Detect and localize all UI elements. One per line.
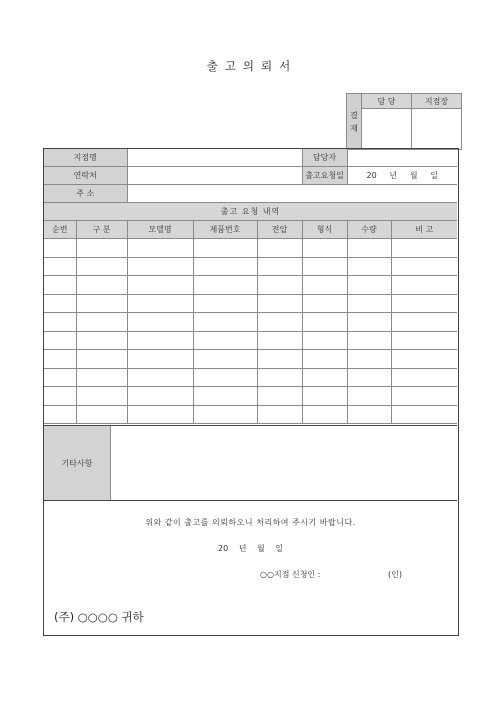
applicant-label: ○○지점 신청인 :: [260, 570, 321, 579]
item-cell[interactable]: [391, 276, 457, 295]
item-cell[interactable]: [44, 313, 76, 332]
item-cell[interactable]: [127, 331, 193, 350]
item-cell[interactable]: [257, 331, 302, 350]
item-cell[interactable]: [44, 387, 76, 406]
item-cell[interactable]: [347, 350, 391, 369]
col-header-type: 형식: [302, 221, 347, 239]
approval-sign-staff[interactable]: [362, 109, 412, 150]
item-cell[interactable]: [302, 405, 347, 424]
request-date-label: 출고요청일: [302, 167, 347, 185]
item-cell[interactable]: [391, 405, 457, 424]
col-header-seq: 순번: [44, 221, 76, 239]
item-cell[interactable]: [44, 350, 76, 369]
item-cell[interactable]: [193, 239, 257, 258]
manager-field[interactable]: [347, 149, 457, 167]
item-cell[interactable]: [302, 331, 347, 350]
item-cell[interactable]: [76, 257, 127, 276]
col-header-serial: 제품번호: [193, 221, 257, 239]
item-cell[interactable]: [257, 368, 302, 387]
item-cell[interactable]: [127, 405, 193, 424]
item-cell[interactable]: [193, 350, 257, 369]
item-cell[interactable]: [391, 294, 457, 313]
item-cell[interactable]: [127, 368, 193, 387]
item-cell[interactable]: [257, 257, 302, 276]
item-cell[interactable]: [76, 368, 127, 387]
col-header-quantity: 수량: [347, 221, 391, 239]
request-date-field[interactable]: 20 년 월 일: [347, 167, 457, 185]
item-row: [44, 239, 457, 258]
address-field[interactable]: [127, 185, 457, 203]
item-row: [44, 294, 457, 313]
manager-label: 담당자: [302, 149, 347, 167]
item-row: [44, 405, 457, 424]
item-cell[interactable]: [193, 368, 257, 387]
approval-col-staff: 담 당: [362, 94, 412, 109]
item-cell[interactable]: [193, 276, 257, 295]
request-statement: 위와 같이 출고를 의뢰하오니 처리하여 주시기 바랍니다.: [145, 518, 356, 527]
item-cell[interactable]: [76, 313, 127, 332]
item-cell[interactable]: [302, 313, 347, 332]
item-cell[interactable]: [76, 331, 127, 350]
item-row: [44, 350, 457, 369]
contact-field[interactable]: [127, 167, 302, 185]
item-cell[interactable]: [391, 313, 457, 332]
item-cell[interactable]: [44, 331, 76, 350]
approval-box: [346, 93, 462, 150]
item-cell[interactable]: [257, 276, 302, 295]
item-cell[interactable]: [76, 294, 127, 313]
item-cell[interactable]: [193, 313, 257, 332]
item-row: [44, 331, 457, 350]
item-cell[interactable]: [193, 387, 257, 406]
item-cell[interactable]: [257, 387, 302, 406]
item-cell[interactable]: [347, 387, 391, 406]
item-cell[interactable]: [391, 239, 457, 258]
address-label: 주 소: [44, 185, 127, 203]
col-header-category: 구 분: [76, 221, 127, 239]
col-header-model: 모델명: [127, 221, 193, 239]
item-cell[interactable]: [44, 257, 76, 276]
item-cell[interactable]: [257, 350, 302, 369]
col-header-voltage: 전압: [257, 221, 302, 239]
item-cell[interactable]: [347, 294, 391, 313]
item-cell[interactable]: [257, 405, 302, 424]
item-cell[interactable]: [391, 387, 457, 406]
item-row: [44, 368, 457, 387]
contact-label: 연락처: [44, 167, 127, 185]
item-cell[interactable]: [391, 257, 457, 276]
item-cell[interactable]: [76, 387, 127, 406]
item-cell[interactable]: [127, 239, 193, 258]
item-cell[interactable]: [391, 331, 457, 350]
item-cell[interactable]: [44, 239, 76, 258]
item-cell[interactable]: [44, 294, 76, 313]
notes-label: 기타사항: [44, 426, 111, 500]
item-cell[interactable]: [391, 350, 457, 369]
notes-field[interactable]: [111, 426, 457, 500]
item-cell[interactable]: [44, 276, 76, 295]
approval-sign-branch-head[interactable]: [412, 109, 462, 150]
item-cell[interactable]: [257, 239, 302, 258]
item-cell[interactable]: [302, 387, 347, 406]
items-section-header: 출고 요청 내역: [44, 203, 457, 221]
item-cell[interactable]: [44, 368, 76, 387]
item-cell[interactable]: [193, 294, 257, 313]
item-cell[interactable]: [347, 313, 391, 332]
item-cell[interactable]: [127, 276, 193, 295]
item-cell[interactable]: [391, 368, 457, 387]
item-cell[interactable]: [127, 257, 193, 276]
approval-col-branch-head: 지점장: [412, 94, 462, 109]
item-cell[interactable]: [347, 331, 391, 350]
branch-name-field[interactable]: [127, 149, 302, 167]
col-header-remarks: 비 고: [391, 221, 457, 239]
item-cell[interactable]: [347, 276, 391, 295]
item-cell[interactable]: [127, 294, 193, 313]
item-cell[interactable]: [302, 239, 347, 258]
item-cell[interactable]: [257, 313, 302, 332]
seal-mark: (인): [388, 570, 402, 579]
item-cell[interactable]: [76, 276, 127, 295]
item-cell[interactable]: [76, 350, 127, 369]
item-cell[interactable]: [347, 368, 391, 387]
item-cell[interactable]: [347, 405, 391, 424]
item-row: [44, 257, 457, 276]
item-cell[interactable]: [302, 294, 347, 313]
item-cell[interactable]: [347, 257, 391, 276]
approval-side-label: 결재: [347, 94, 362, 150]
item-cell[interactable]: [127, 313, 193, 332]
item-row: [44, 276, 457, 295]
branch-name-label: 지점명: [44, 149, 127, 167]
item-cell[interactable]: [76, 239, 127, 258]
notes-area: [44, 425, 457, 501]
item-cell[interactable]: [302, 368, 347, 387]
item-cell[interactable]: [76, 405, 127, 424]
item-cell[interactable]: [302, 257, 347, 276]
item-cell[interactable]: [347, 239, 391, 258]
item-row: [44, 313, 457, 332]
item-cell[interactable]: [127, 387, 193, 406]
item-row: [44, 387, 457, 406]
document-title: 출고의뢰서: [206, 59, 298, 73]
item-cell[interactable]: [302, 350, 347, 369]
item-cell[interactable]: [302, 276, 347, 295]
item-cell[interactable]: [193, 257, 257, 276]
item-cell[interactable]: [193, 405, 257, 424]
item-cell[interactable]: [257, 294, 302, 313]
recipient-line: (주) ○○○○ 귀하: [54, 610, 144, 624]
item-cell[interactable]: [127, 350, 193, 369]
form-body: [43, 148, 459, 636]
request-date-line: 20 년 월 일: [218, 544, 283, 553]
item-cell[interactable]: [193, 331, 257, 350]
item-cell[interactable]: [44, 405, 76, 424]
form-table: [44, 149, 457, 424]
